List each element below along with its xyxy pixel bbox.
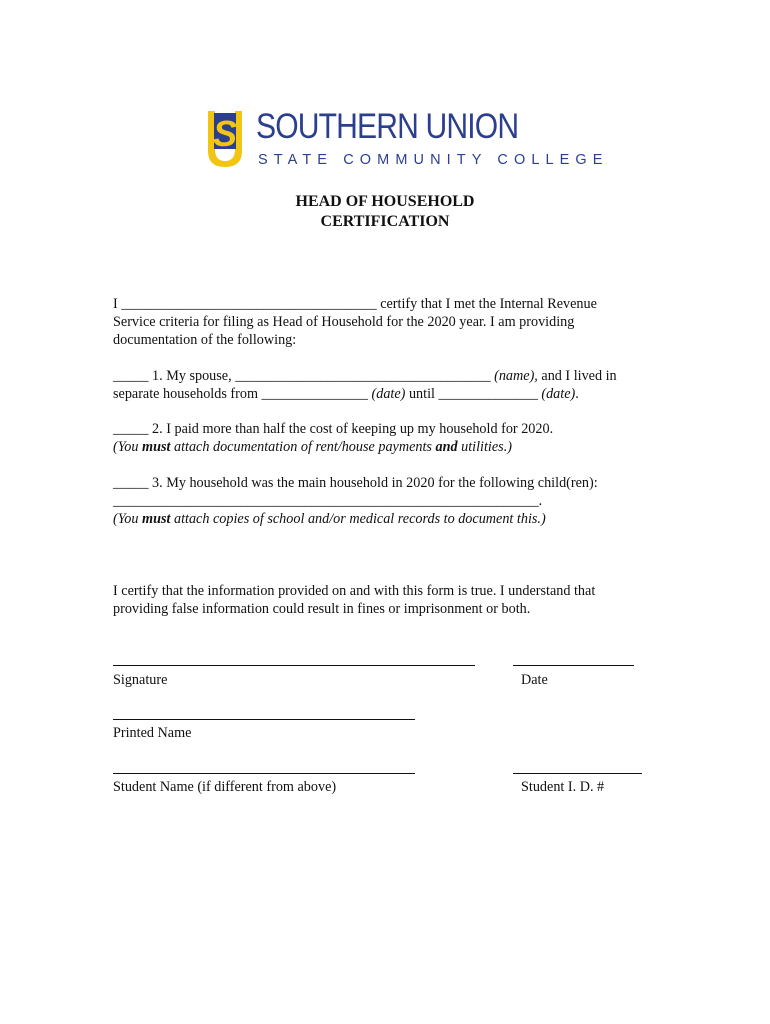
item2-check-blank[interactable]: _____ — [113, 421, 149, 437]
printed-name-line[interactable] — [113, 719, 415, 720]
date-line[interactable] — [513, 665, 634, 666]
separation-end-date-blank[interactable]: ______________ — [438, 386, 538, 402]
college-logo — [206, 107, 609, 173]
college-shield-icon — [206, 109, 244, 169]
student-id-line[interactable] — [513, 773, 642, 774]
signature-label: Signature — [113, 672, 168, 688]
student-name-label: Student Name (if different from above) — [113, 779, 337, 795]
college-name-line2: STATE COMMUNITY COLLEGE — [258, 152, 609, 168]
item3-check-blank[interactable]: _____ — [113, 475, 149, 491]
children-names-blank[interactable]: ____________________________________________________________. — [113, 493, 543, 509]
intro-line3: documentation of the following: — [113, 332, 297, 348]
college-name-line1: SOUTHERN UNION — [256, 107, 519, 146]
date-label: Date — [521, 672, 548, 688]
intro-line1: I ____________________________________ certify that I met the Internal Revenue — [113, 296, 597, 312]
svg-text:S: S — [212, 113, 238, 154]
certify-line2: providing false information could result in fines or imprisonment or both. — [113, 601, 531, 617]
printed-name-label: Printed Name — [113, 725, 192, 741]
item1-check-blank[interactable]: _____ — [113, 368, 149, 384]
spouse-name-blank[interactable]: ____________________________________ — [235, 368, 491, 384]
separation-start-date-blank[interactable]: _______________ — [261, 386, 368, 402]
intro-line2: Service criteria for filing as Head of Household for the 2020 year. I am providing — [113, 314, 575, 330]
certifier-name-blank[interactable]: ____________________________________ — [121, 296, 377, 312]
item2-note: (You must attach documentation of rent/house payments and utilities.) — [113, 439, 512, 455]
student-name-line[interactable] — [113, 773, 415, 774]
certify-line1: I certify that the information provided on and with this form is true. I understand that — [113, 583, 596, 599]
item3-note: (You must attach copies of school and/or medical records to document this.) — [113, 511, 546, 527]
item1-line1: _____ 1. My spouse, ____________________________________ (name), and I lived in — [113, 368, 617, 384]
signature-line[interactable] — [113, 665, 475, 666]
student-id-label: Student I. D. # — [521, 779, 605, 795]
form-title-line2: CERTIFICATION — [320, 213, 450, 230]
form-title-line1: HEAD OF HOUSEHOLD — [295, 193, 475, 210]
item2-line1: _____ 2. I paid more than half the cost of keeping up my household for 2020. — [113, 421, 554, 437]
item1-line2: separate households from _______________ (date) until ______________ (date). — [113, 386, 579, 402]
item3-line1: _____ 3. My household was the main household in 2020 for the following child(ren): — [113, 475, 598, 491]
